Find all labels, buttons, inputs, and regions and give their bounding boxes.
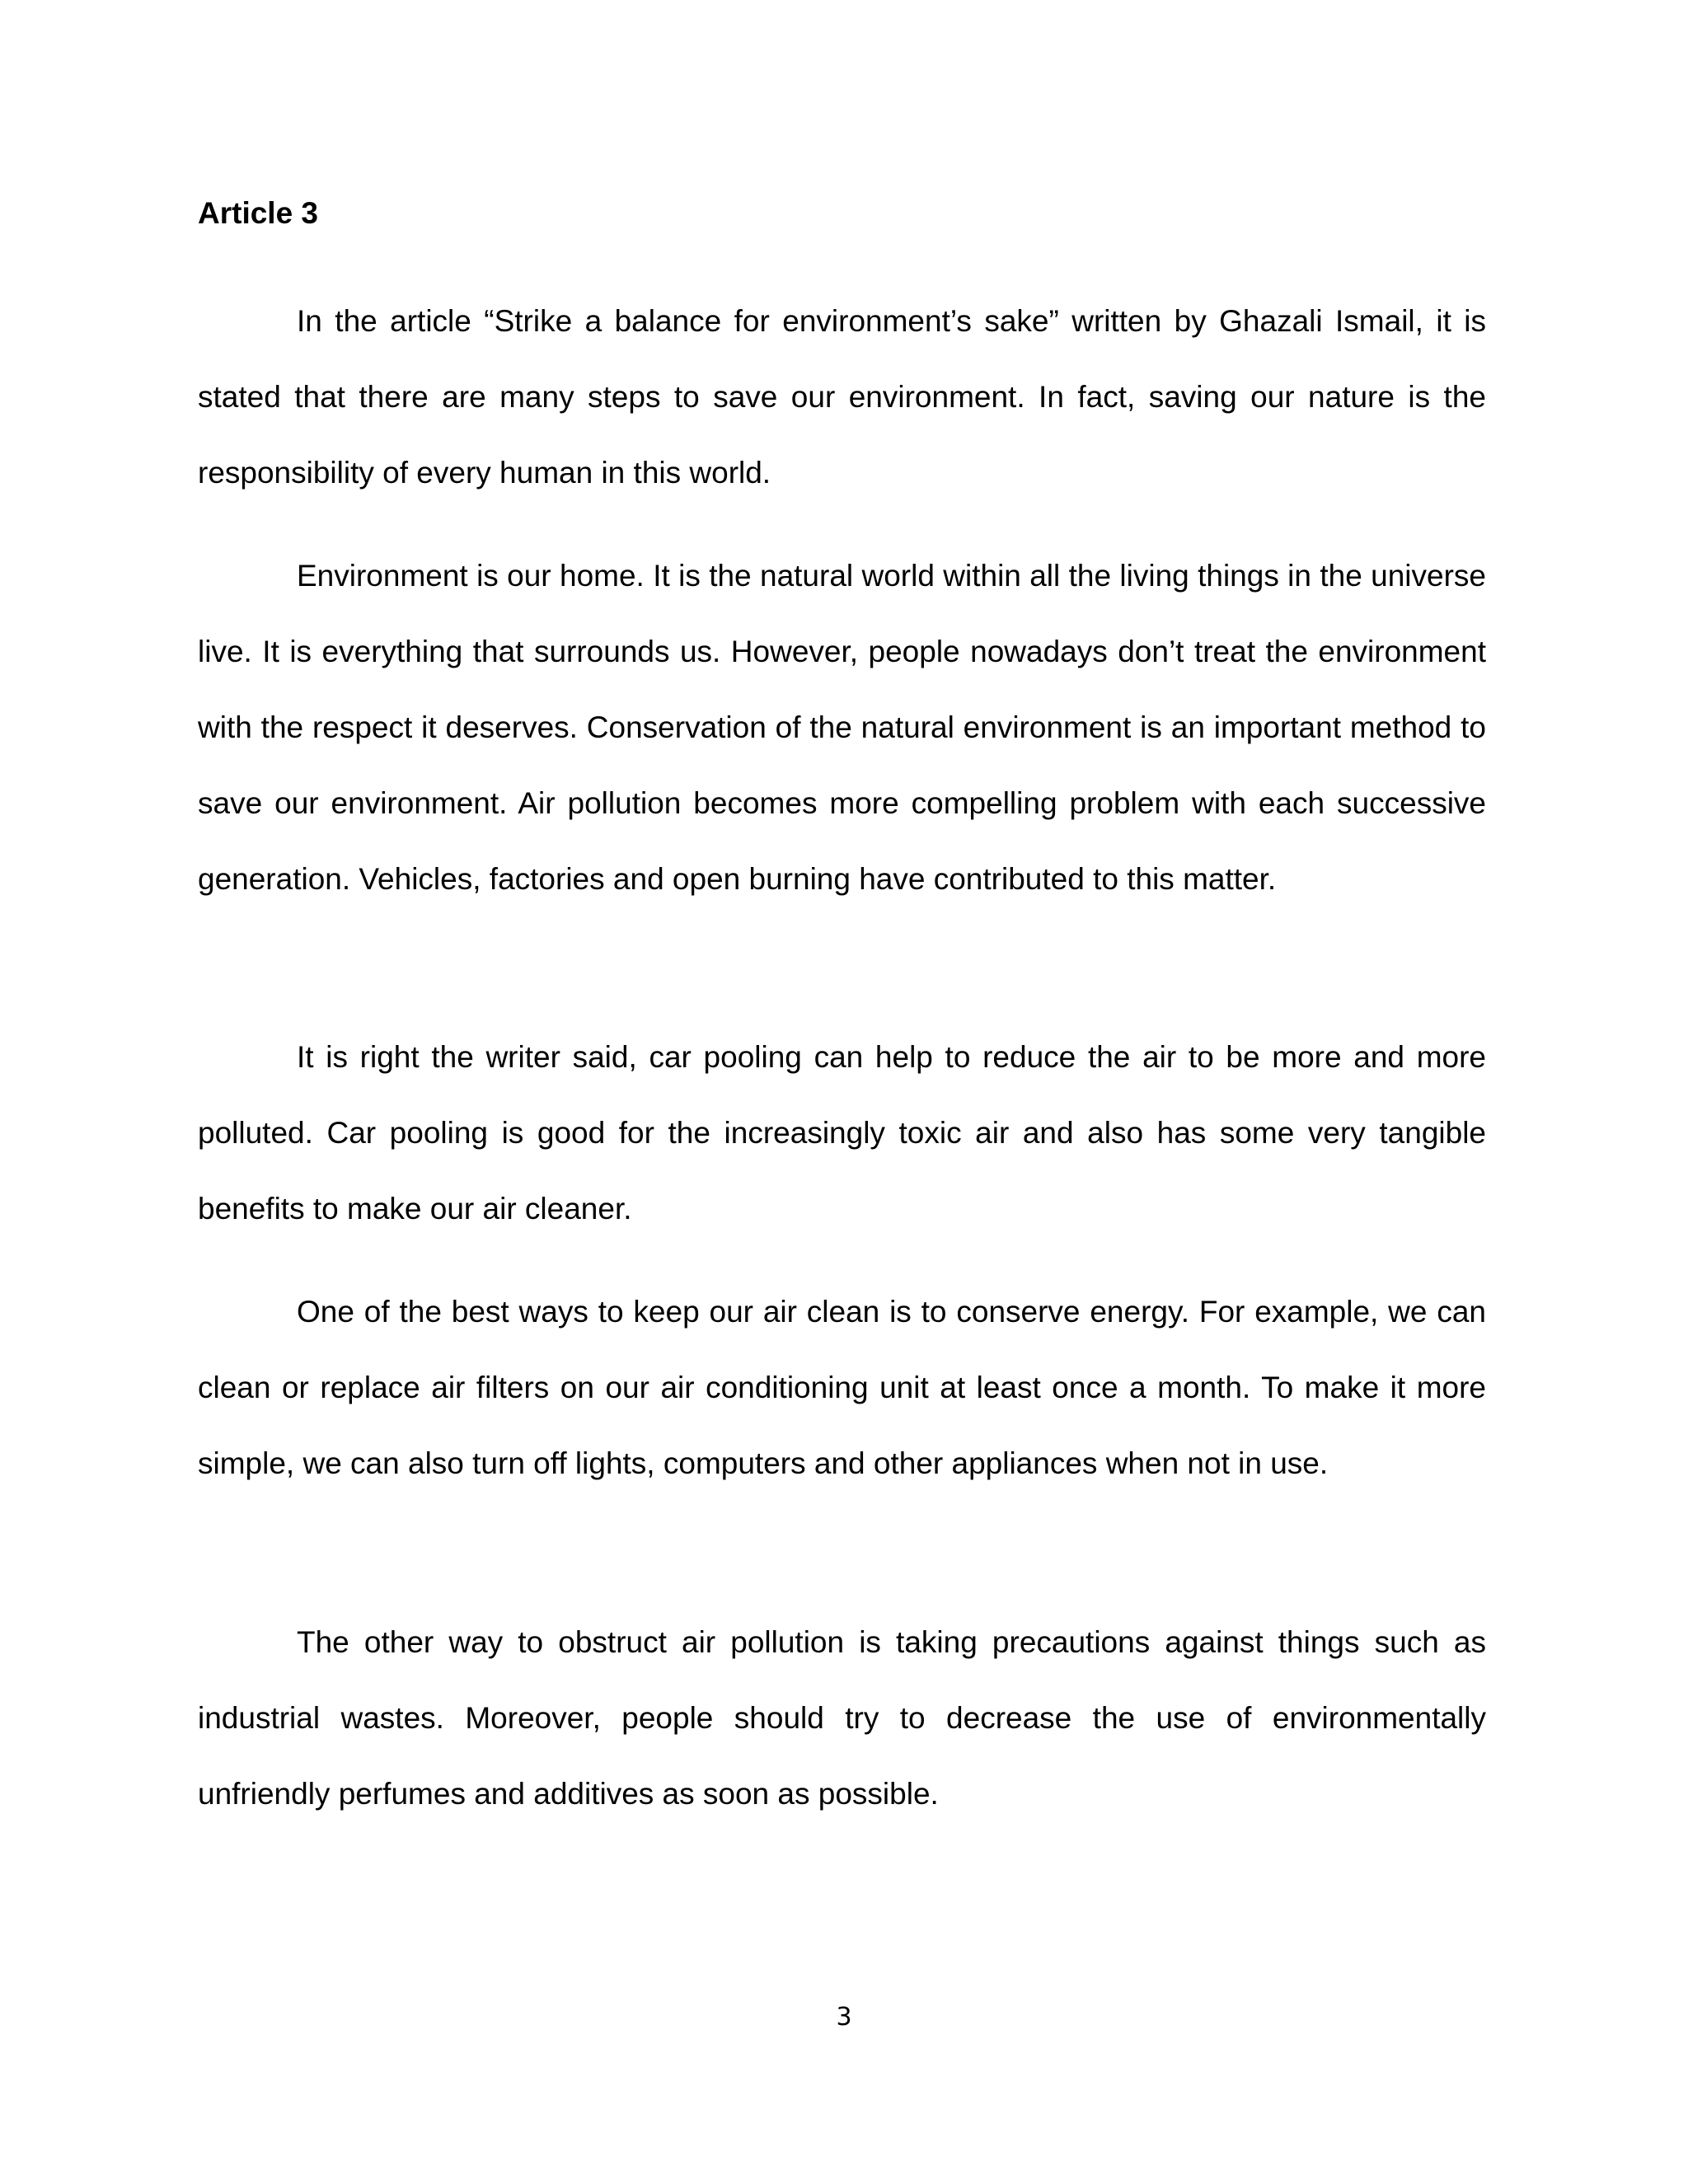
- paragraph-3: It is right the writer said, car pooling can help to reduce the air to be more and more polluted. Car pooling is good for the increasingly toxic air and also has some very tangible benefits to make our air cleaner.: [198, 1040, 1486, 1226]
- paragraph-4: One of the best ways to keep our air clean is to conserve energy. For example, we can clean or replace air filters on our air conditioning unit at least once a month. To make it more simple, we can also turn off lights, computers and other appliances when not in use.: [198, 1295, 1486, 1480]
- paragraph-5: The other way to obstruct air pollution is taking precautions against things such as industrial wastes. Moreover, people should try to decrease the use of environmentally unfriendly perfumes and additives as soon as possible.: [198, 1625, 1486, 1811]
- paragraph-2: Environment is our home. It is the natural world within all the living things in the universe live. It is everything that surrounds us. However, people nowadays don’t treat the environment with the respect it deserves. Conservation of the natural environment is an important method to save our environment. Air pollution becomes more compelling problem with each successive generation. Vehicles, factories and open burning have contributed to this matter.: [198, 559, 1486, 896]
- page-number: 3: [836, 2003, 852, 2032]
- paragraph-1: In the article “Strike a balance for environment’s sake” written by Ghazali Ismail, it is stated that there are many steps to save our environment. In fact, saving our nature is the responsibility of every human in this world.: [198, 304, 1486, 490]
- article-heading: Article 3: [198, 196, 319, 230]
